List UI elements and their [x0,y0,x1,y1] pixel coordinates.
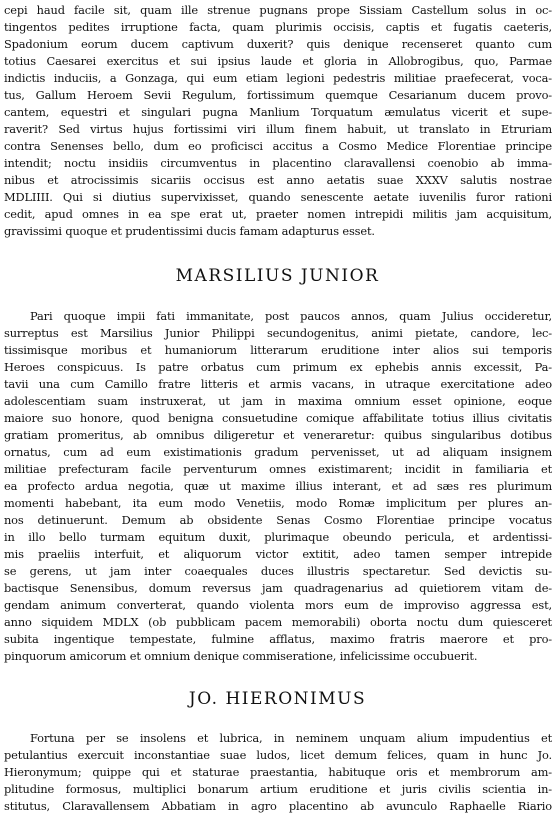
text-line: tus, Gallum Heroem Sevii Regulum, fortissimum quemque Cesarianum ducem provo- [4,88,552,102]
text-line: ea profecto ardua negotia, quæ ut maxime illius interant, et ad sæs res plurimum [4,479,552,493]
text-line: plitudine formosus, multiplici bonarum artium eruditione et juris civilis scientia in- [4,782,552,796]
text-line: cedit, apud omnes in ea spe erat ut, praeter nomen intrepidi militis jam acquisitum, [4,207,552,221]
text-line: cepi haud facile sit, quam ille strenue pugnans prope Sissiam Castellum solus in oc- [4,3,552,17]
section-heading-hieronimus: JO. HIERONIMUS [188,689,367,709]
text-line: contra Senenses bello, dum eo proficisci accitus a Cosmo Medice Florentiae principe [4,139,552,153]
text-line: tingentos pedites irruptione facta, quam plurimis occisis, captis et fugatis caeteris, [4,20,552,34]
text-line: intendit; noctu insidiis circumventus in placentino claravallensi coenobio ab imma- [4,156,552,170]
text-line: raverit? Sed virtus hujus fortissimi viri illum finem habuit, ut translato in Etruriam [4,122,552,136]
text-line: Hieronymum; quippe qui et staturae praestantia, habituque oris et membrorum am- [4,765,552,779]
text-line: petulantius exercuit inconstantiae suae ludos, licet demum felices, quam in hunc Jo. [4,748,552,762]
text-line: militiae prefecturam facile perventurum omnes existimarent; incidit in familiaria et [4,462,552,476]
text-line: maiore suo honore, quod benigna consuetudine comique affabilitate totius illius civitatis [4,411,552,425]
text-line: stitutus, Claravallensem Abbatiam in agro placentino ab avunculo Raphaelle Riario [4,799,552,813]
text-line: tavii una cum Camillo fratre litteris et armis vacans, in utraque exercitatione adeo [4,377,552,391]
text-line: gratiam promeritus, ab omnibus diligeretur et veneraretur: quibus singularibus dotibus [4,428,552,442]
text-line: totius Caesarei exercitus et sui ipsius laude et gloria in Allobrogibus, quo, Parmae [4,54,552,68]
text-line: adolescentiam suam instruxerat, ut jam in maxima omnium esset opinione, eoque [4,394,552,408]
text-line: se gerens, ut jam inter coaequales duces illustris spectaretur. Sed devictis su- [4,564,552,578]
text-line: indictis induciis, a Gonzaga, qui eum etiam legioni pedestris militiae praefecerat, voca- [4,71,552,85]
text-line: ornatus, cum ad eum existimationis gradum pervenisset, ut ad aliquam insignem [4,445,552,459]
text-line: gravissimi quoque et prudentissimi ducis famam adapturus esset. [4,224,375,238]
section-heading-marsilius: MARSILIUS JUNIOR [175,266,380,286]
text-line: Fortuna per se insolens et lubrica, in neminem unquam alium impudentius et [30,731,552,745]
text-line: subita ingentique tempestate, fulmine afflatus, maximo fratris maerore et pro- [4,632,552,646]
text-line: pinquorum amicorum et omnium denique commiseratione, infelicissime occubuerit. [4,649,478,663]
text-line: Spadonium eorum ducem captivum duxerit? quis denique recenseret quanto cum [4,37,552,51]
text-line: bactisque Senensibus, domum reversus jam quadragenarius ad quietiorem vitam de- [4,581,552,595]
text-line: in illo bello turmam equitum duxit, plurimaque obeundo pericula, et ardentissi- [4,530,552,544]
text-line: tissimisque moribus et humaniorum litterarum eruditione inter alios sui temporis [4,343,552,357]
text-line: nibus et atrocissimis sicariis occisus est anno aetatis suae XXXV salutis nostrae [4,173,552,187]
text-line: gendam animum converterat, quando violenta mors eum de improviso aggressa est, [4,598,552,612]
text-line: momenti habebant, ita eum modo Venetiis, modo Romæ implicitum per plures an- [4,496,552,510]
text-line: cantem, equestri et singulari pugna Manlium Torquatum æmulatus vicerit et supe- [4,105,552,119]
text-line: surreptus est Marsilius Junior Philippi secundogenitus, animi pietate, candore, lec- [4,326,552,340]
text-line: anno siquidem MDLX (ob pubblicam pacem memorabili) oborta noctu dum quiesceret [4,615,552,629]
text-line: mis praeliis interfuit, et aliquorum victor extitit, adeo tamen semper intrepide [4,547,552,561]
text-line: Pari quoque impii fati immanitate, post paucos annos, quam Julius occideretur, [30,309,552,323]
text-line: Heroes conspicuus. Is patre orbatus cum primum ex ephebis annis excessit, Pa- [4,360,552,374]
text-line: nos detinuerunt. Demum ab obsidente Senas Cosmo Florentiae principe vocatus [4,513,552,527]
text-line: MDLIIII. Qui si diutius supervixisset, quando senescente aetate iuvenilis furor rationi [4,190,552,204]
